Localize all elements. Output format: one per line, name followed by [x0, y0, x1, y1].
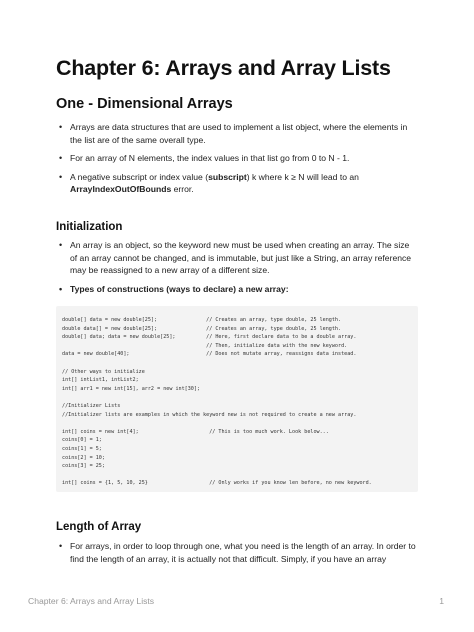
list-item: • A negative subscript or index value (subscript) k where k ≥ N will lead to an ArrayIndexOutOfBounds error.	[56, 171, 418, 196]
list-item: • An array is an object, so the keyword new must be used when creating an array. The size of an array cannot be changed, and is immutable, but just like a String, an array reference may be reassigned to a new array of a different size.	[56, 239, 418, 277]
length-bullet-list	[56, 540, 418, 571]
list-item: • Types of constructions (ways to declare) a new array:	[56, 283, 418, 296]
code-block	[56, 306, 418, 492]
term-subscript: subscript	[208, 171, 247, 182]
page-title: Chapter 6: Arrays and Array Lists	[56, 56, 391, 80]
footer-page-number: 1	[439, 596, 444, 606]
footer-chapter-title: Chapter 6: Arrays and Array Lists	[28, 596, 155, 606]
section-heading-initialization: Initialization	[56, 221, 123, 233]
term-array-index-out-of-bounds: ArrayIndexOutOfBounds	[70, 184, 172, 195]
initialization-bullet-list	[56, 239, 418, 301]
section-heading-length-of-array: Length of Array	[56, 521, 142, 533]
code-text: double[] data = new double[25]; // Creates an array, type double, 25 length. double data[] = new double[25]; // Creates an array, type double, 25 length. double[] data; data = new double[25]; // Here, first declare data to be a double array. // Then, initialize data with the new keyword. data = new double[40]; // Does not mutate array, reassigns data instead. // Other ways to initialize int[] intList1, intList2; int[] arr1 = new int[15], arr2 = new int[30]; //Initializer Lists //Initializer lists are examples in which the keyword new is not required to create a new array. int[] coins = new int[4]; // This is too much work. Look below... coins[0] = 1; coins[1] = 5; coins[2] = 10; coins[3] = 25; int[] coins = {1, 5, 10, 25} // Only works if you know len before, no new keyword.	[62, 317, 372, 487]
list-item: • For arrays, in order to loop through one, what you need is the length of an array. In order to find the length of an array, it is actually not that difficult. Simply, if you have an array	[56, 540, 418, 565]
list-item: • Arrays are data structures that are used to implement a list object, where the elements in the list are of the same overall type.	[56, 121, 418, 146]
section-heading-one-dimensional-arrays: One - Dimensional Arrays	[56, 96, 233, 112]
one-dimensional-bullet-list	[56, 121, 418, 202]
list-item: • For an array of N elements, the index values in that list go from 0 to N - 1.	[56, 152, 418, 165]
